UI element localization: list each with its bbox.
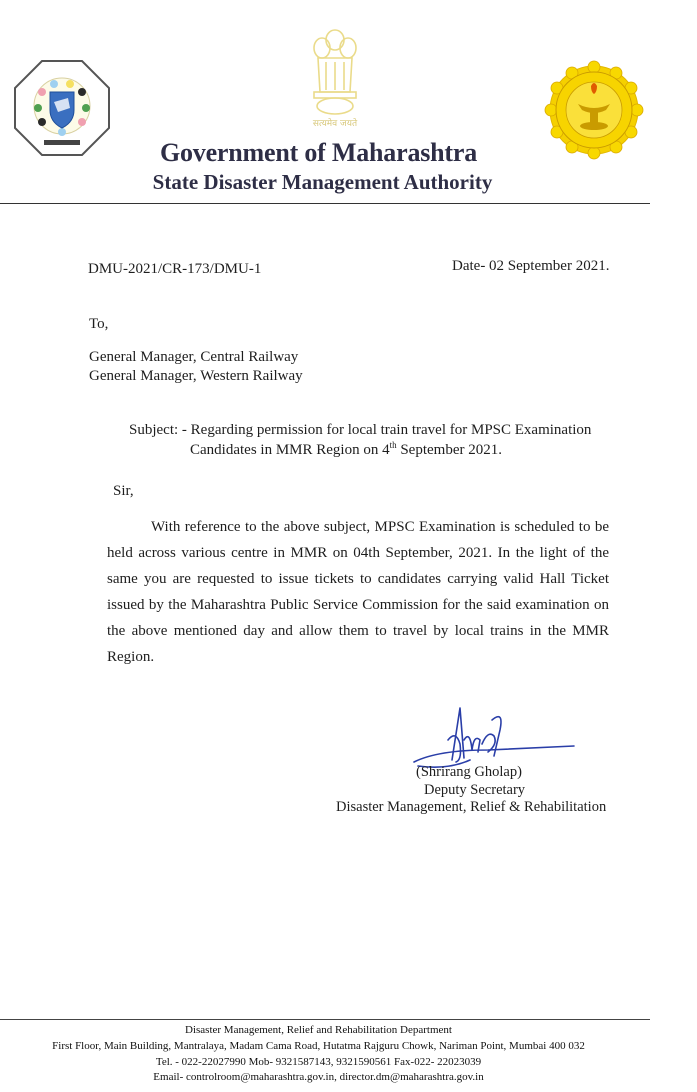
page-subtitle [0, 170, 697, 195]
subject-line-2-pre: Candidates in MMR Region on 4 [190, 442, 390, 458]
emblem-motto: सत्यमेव जयते [312, 119, 358, 129]
subject-line-1: Subject: - Regarding permission for local train travel for MPSC Examination [129, 422, 592, 438]
subject-ordinal-suffix: th [389, 440, 397, 450]
subject-line-2-post: September 2021. [396, 442, 502, 458]
signatory-designation: Deputy Secretary [424, 782, 526, 798]
title-text: Government of Maharashtra [159, 138, 478, 167]
footer-email: Email- controlroom@maharashtra.gov.in, director.dm@maharashtra.gov.in [153, 1071, 484, 1083]
to-label: To, [89, 316, 109, 332]
subject-line-2 [190, 440, 502, 459]
header-divider [0, 203, 650, 204]
footer-divider [0, 1019, 650, 1020]
recipient-central-railway: General Manager, Central Railway [89, 349, 299, 365]
footer-phone: Tel. - 022-22027990 Mob- 9321587143, 9321590561 Fax-022- 22023039 [155, 1056, 482, 1068]
signatory-department: Disaster Management, Relief & Rehabilitation [336, 799, 607, 815]
national-emblem-icon [290, 22, 380, 132]
footer-address: First Floor, Main Building, Mantralaya, Madam Cama Road, Hutatma Rajguru Chowk, Nariman Point, Mumbai 400 032 [52, 1040, 585, 1052]
recipient-western-railway: General Manager, Western Railway [89, 368, 303, 384]
reference-number: DMU-2021/CR-173/DMU-1 [88, 261, 262, 277]
subtitle-text: State Disaster Management Authority [152, 170, 493, 194]
letter-date: Date- 02 September 2021. [452, 258, 610, 274]
footer-department: Disaster Management, Relief and Rehabilitation Department [185, 1024, 452, 1036]
letter-body: With reference to the above subject, MPSC Examination is scheduled to be held across various centre in MMR on 04th September, 2021. In the light of the same you are requested to issue tickets to candidates carrying valid Hall Ticket issued by the Maharashtra Public Service Commission for the said examination on the above mentioned day and allow them to travel by local trains in the MMR Region. [107, 519, 609, 665]
signatory-name: (Shrirang Gholap) [416, 764, 522, 780]
page-title [0, 138, 697, 168]
salutation: Sir, [113, 483, 134, 499]
